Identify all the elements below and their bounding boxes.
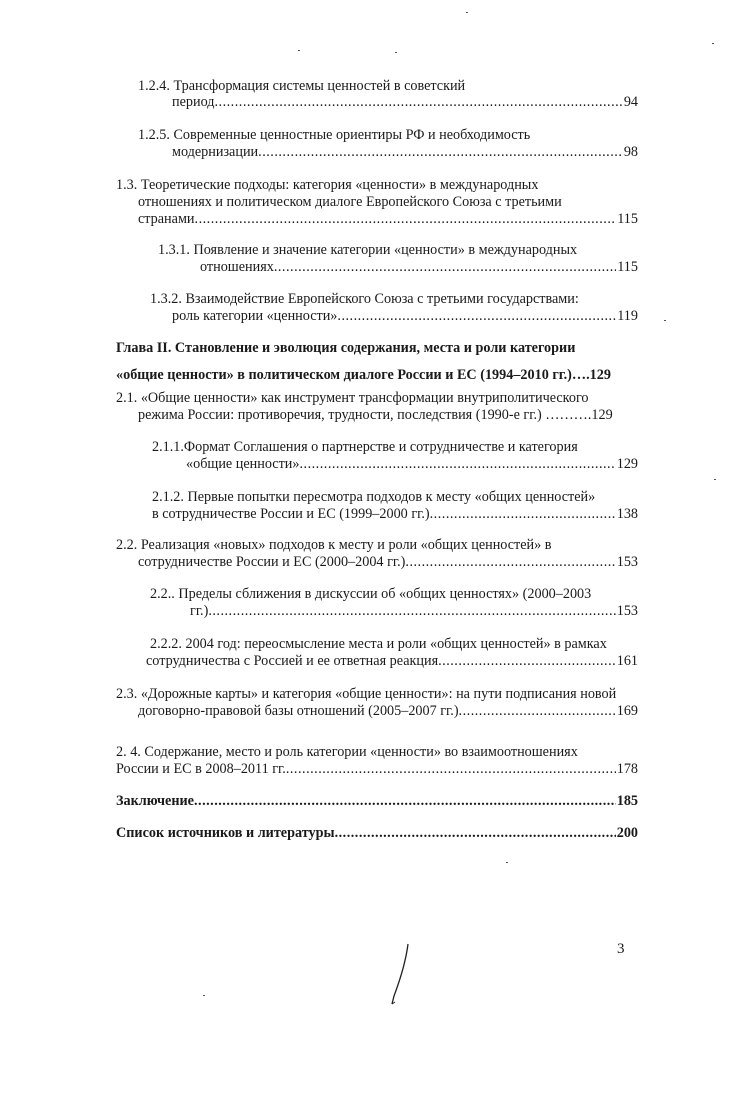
scan-speck xyxy=(203,995,205,996)
toc-entry-1-3-2-title: 1.3.2. Взаимодействие Европейского Союза с третьими государствами: xyxy=(150,291,579,307)
toc-entry-2-3-continuation xyxy=(138,703,638,720)
toc-entry-2-1-2-title: 2.1.2. Первые попытки пересмотра подходов к месту «общих ценностей» xyxy=(152,489,596,505)
toc-label: роль категории «ценности» ..... xyxy=(172,308,616,325)
toc-entry-2-1-continuation: режима России: противоречия, трудности, последствия (1990-е гг.) ……….129 xyxy=(138,407,613,423)
scan-speck xyxy=(298,50,300,51)
toc-entry-1-3-2-continuation xyxy=(172,308,638,325)
toc-entry-2-1-2-continuation xyxy=(152,506,638,523)
toc-label: сотрудничестве России и ЕС (2000–2004 гг.) ..... xyxy=(138,554,616,571)
toc-page-number: 153 xyxy=(616,603,638,619)
toc-entry-1-3-1-title: 1.3.1. Появление и значение категории «ценности» в международных xyxy=(158,242,578,258)
toc-label: период ..... xyxy=(172,94,623,111)
toc-entry-2-2-1-title: 2.2.. Пределы сближения в дискуссии об «общих ценностях» (2000–2003 xyxy=(150,586,592,602)
toc-entry-1-3-line2: отношениях и политическом диалоге Европейского Союза с третьими xyxy=(138,194,562,210)
toc-entry-2-2-1-continuation xyxy=(190,603,638,620)
toc-page-number: 161 xyxy=(616,653,638,669)
toc-entry-sources xyxy=(116,825,638,842)
toc-label: договорно-правовой базы отношений (2005–2007 гг.) ..... xyxy=(138,703,616,720)
toc-label: Заключение ..... xyxy=(116,793,616,810)
toc-page-number: 115 xyxy=(617,211,638,227)
toc-page-number: 129 xyxy=(616,456,638,472)
scan-speck xyxy=(466,12,468,13)
toc-entry-1-3-title: 1.3. Теоретические подходы: категория «ценности» в международных xyxy=(116,177,539,193)
scan-speck xyxy=(714,479,716,480)
toc-page-number: 94 xyxy=(623,94,638,110)
toc-page-number: 115 xyxy=(617,259,638,275)
toc-entry-2-4-title: 2. 4. Содержание, место и роль категории «ценности» во взаимоотношениях xyxy=(116,744,578,760)
scan-speck xyxy=(395,52,397,53)
toc-page-number: 178 xyxy=(616,761,638,777)
scan-speck xyxy=(664,320,666,321)
page-number: 3 xyxy=(617,941,625,957)
toc-entry-2-4-continuation xyxy=(116,761,638,778)
toc-entry-2-1-1-title: 2.1.1.Формат Соглашения о партнерстве и сотрудничестве и категория xyxy=(152,439,578,455)
toc-label: Список источников и литературы ..... xyxy=(116,825,616,842)
toc-entry-1-2-4-title: 1.2.4. Трансформация системы ценностей в советский xyxy=(138,78,466,94)
toc-page-number: 200 xyxy=(616,825,638,841)
toc-label: «общие ценности» ..... xyxy=(186,456,616,473)
toc-entry-conclusion xyxy=(116,793,638,810)
toc-entry-1-2-5-continuation xyxy=(172,144,638,161)
toc-label: модернизации ..... xyxy=(172,144,623,161)
toc-page-number: 169 xyxy=(616,703,638,719)
toc-entry-2-2-2-title: 2.2.2. 2004 год: переосмысление места и роли «общих ценностей» в рамках xyxy=(150,636,607,652)
toc-entry-2-1-title: 2.1. «Общие ценности» как инструмент трансформации внутриполитического xyxy=(116,390,589,406)
toc-entry-2-2-2-continuation xyxy=(146,653,638,670)
toc-entry-1-3-continuation xyxy=(138,211,638,228)
toc-entry-1-2-4-continuation xyxy=(172,94,638,111)
toc-label: в сотрудничестве России и ЕС (1999–2000 гг.) ..... xyxy=(152,506,616,523)
pen-stroke-mark xyxy=(380,940,420,1010)
toc-entry-2-2-title: 2.2. Реализация «новых» подходов к месту и роли «общих ценностей» в xyxy=(116,537,552,553)
toc-entry-2-2-continuation xyxy=(138,554,638,571)
toc-label: гг.) ..... xyxy=(190,603,616,620)
toc-label: сотрудничества с Россией и ее ответная реакция ..... xyxy=(146,653,616,670)
scan-speck xyxy=(712,43,714,44)
toc-page-number: 185 xyxy=(616,793,638,809)
scan-speck xyxy=(506,862,508,863)
toc-entry-2-1-1-continuation xyxy=(186,456,638,473)
toc-page-number: 98 xyxy=(623,144,638,160)
toc-page-number: 119 xyxy=(617,308,638,324)
toc-entry-1-2-5-title: 1.2.5. Современные ценностные ориентиры РФ и необходимость xyxy=(138,127,531,143)
toc-label: России и ЕС в 2008–2011 гг. ..... xyxy=(116,761,616,778)
toc-entry-2-3-title: 2.3. «Дорожные карты» и категория «общие ценности»: на пути подписания новой xyxy=(116,686,617,702)
toc-label: странами ..... xyxy=(138,211,616,228)
toc-label: отношениях ..... xyxy=(200,259,616,276)
toc-page-number: 153 xyxy=(616,554,638,570)
toc-page-number: 138 xyxy=(616,506,638,522)
toc-entry-1-3-1-continuation xyxy=(200,259,638,276)
chapter-2-title: Глава II. Становление и эволюция содержания, места и роли категории xyxy=(116,340,576,356)
chapter-2-title-continuation: «общие ценности» в политическом диалоге России и ЕС (1994–2010 гг.)….129 xyxy=(116,367,611,383)
